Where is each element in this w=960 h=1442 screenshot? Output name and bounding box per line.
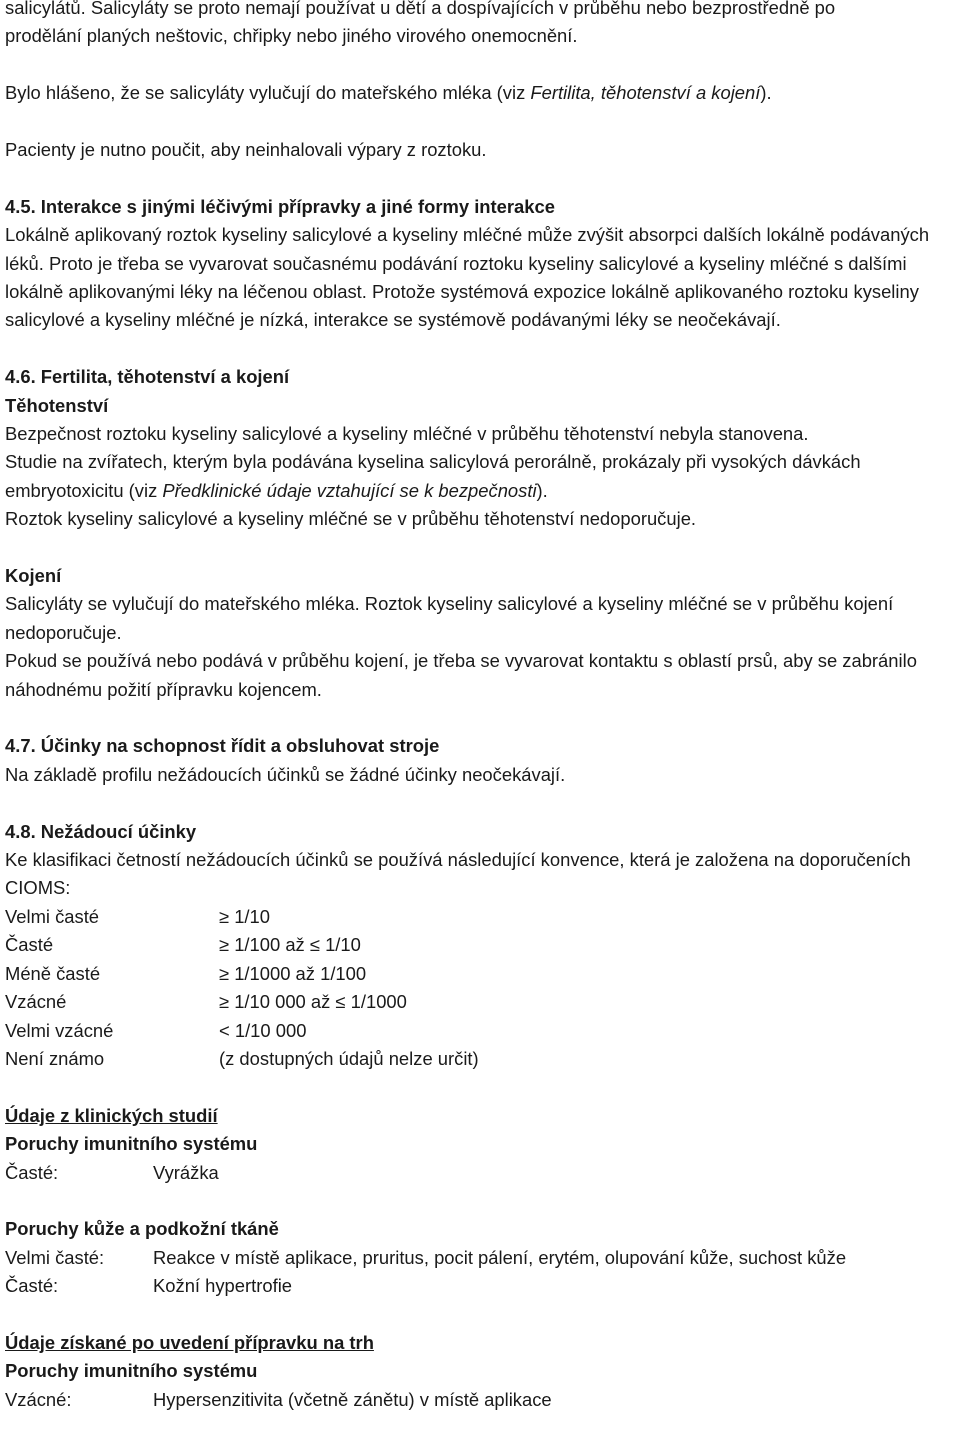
section-heading: 4.6. Fertilita, těhotenství a kojení <box>5 366 290 388</box>
frequency-row: Vzácné ≥ 1/10 000 až ≤ 1/1000 <box>5 991 407 1013</box>
frequency-intro: Ke klasifikaci četností nežádoucích účinků se používá následující konvence, která je založena na doporučeních CIOMS: <box>5 849 911 899</box>
postmarketing-heading: Údaje získané po uvedení přípravku na trh <box>5 1331 374 1353</box>
section-heading: 4.7. Účinky na schopnost řídit a obsluhovat stroje <box>5 735 440 757</box>
pm-immune-system-heading: Poruchy imunitního systému <box>5 1360 258 1382</box>
animal-studies: Studie na zvířatech, kterým byla podávána kyselina salicylová perorálně, prokázaly při vysokých dávkách embryotoxicitu (viz Předklinické údaje vztahující se k bezpečnosti). <box>5 451 861 501</box>
subheading-breastfeeding: Kojení <box>5 565 62 587</box>
intro-section <box>5 0 954 193</box>
pregnancy-safety: Bezpečnost roztoku kyseliny salicylové a kyseliny mléčné v průběhu těhotenství nebyla stanovena. <box>5 423 809 445</box>
adverse-event-row: Časté: Vyrážka <box>5 1161 219 1183</box>
clinical-trials-heading: Údaje z klinických studií <box>5 1104 218 1126</box>
skin-disorders-heading: Poruchy kůže a podkožní tkáně <box>5 1218 279 1240</box>
frequency-row: Velmi časté ≥ 1/10 <box>5 905 270 927</box>
intro-line-a: salicylátů. Salicyláty se proto nemají používat u dětí a dospívajících v průběhu nebo bezprostředně po <box>5 0 836 18</box>
section-4-8 <box>5 818 954 1414</box>
section-text: Lokálně aplikovaný roztok kyseliny salicylové a kyseliny mléčné může zvýšit absorpci dalších lokálně podávaných léků. Proto je třeba se vyvarovat současnému podávání roztoku kyseliny salicylové a kyseliny mléčné s dalšími lokálně aplikovanými léky na léčenou oblast. Protože systémová expozice lokálně aplikovaného roztoku kyseliny salicylové a kyseliny mléčné je nízká, interakce se systémově podávanými léky se neočekávají. <box>5 224 930 331</box>
section-ref-fertility: Fertilita, těhotenství a kojení <box>530 82 761 104</box>
subheading-pregnancy: Těhotenství <box>5 394 109 416</box>
milk-paragraph: Bylo hlášeno, že se salicyláty vylučují do mateřského mléka (viz Fertilita, těhotenství a kojení). <box>5 82 772 104</box>
breastfeeding-text: Salicyláty se vylučují do mateřského mléka. Roztok kyseliny salicylové a kyseliny mléčné se v průběhu kojení nedoporučuje. <box>5 593 894 643</box>
intro-line-b: prodělání planých neštovic, chřipky nebo jiného virového onemocnění. <box>5 25 578 47</box>
frequency-table <box>5 903 954 1073</box>
pregnancy-recommendation: Roztok kyseliny salicylové a kyseliny mléčné se v průběhu těhotenství nedoporučuje. <box>5 508 697 530</box>
section-heading: 4.5. Interakce s jinými léčivými přípravky a jiné formy interakce <box>5 195 555 217</box>
frequency-row: Velmi vzácné < 1/10 000 <box>5 1019 307 1041</box>
section-ref-preclinical: Předklinické údaje vztahující se k bezpečnosti <box>162 479 537 501</box>
adverse-event-row: Časté: Kožní hypertrofie <box>5 1275 293 1297</box>
section-4-6 <box>5 363 954 732</box>
adverse-event-row: Vzácné: Hypersenzitivita (včetně zánětu) v místě aplikace <box>5 1388 552 1410</box>
section-text: Na základě profilu nežádoucích účinků se žádné účinky neočekávají. <box>5 763 566 785</box>
vapour-paragraph: Pacienty je nutno poučit, aby neinhalovali výpary z roztoku. <box>5 139 487 160</box>
immune-system-heading: Poruchy imunitního systému <box>5 1133 258 1155</box>
section-heading: 4.8. Nežádoucí účinky <box>5 820 197 842</box>
section-4-5 <box>5 193 954 363</box>
breastfeeding-precaution: Pokud se používá nebo podává v průběhu kojení, je třeba se vyvarovat kontaktu s oblastí prsů, aby se zabránilo náhodnému požití přípravku kojencem. <box>5 650 917 700</box>
frequency-row: Není známo (z dostupných údajů nelze určit) <box>5 1047 479 1069</box>
frequency-row: Časté ≥ 1/100 až ≤ 1/10 <box>5 934 361 956</box>
adverse-event-row: Velmi časté: Reakce v místě aplikace, pruritus, pocit pálení, erytém, olupování kůže, suchost kůže <box>5 1246 847 1268</box>
section-4-7 <box>5 732 954 817</box>
frequency-row: Méně časté ≥ 1/1000 až 1/100 <box>5 962 367 984</box>
